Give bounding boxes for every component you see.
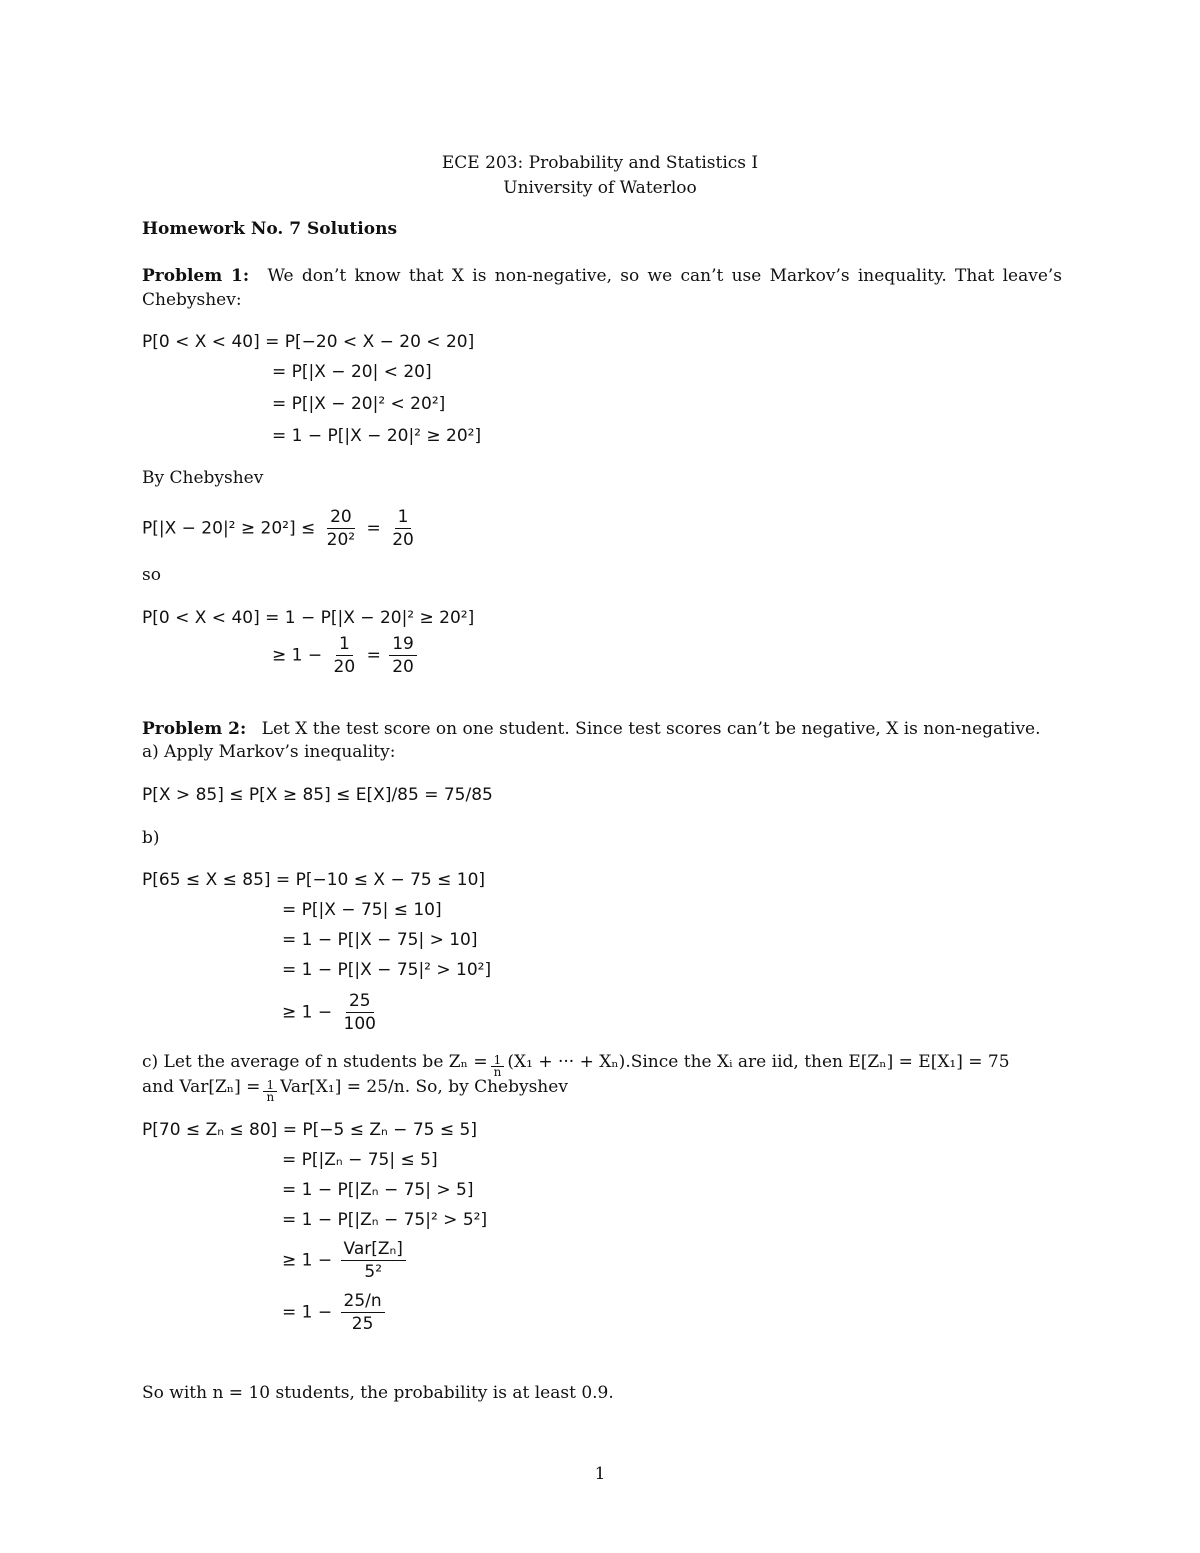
part-c-text-2: Since the Xᵢ are iid, then E[Zₙ] = E[X₁] = 75 bbox=[630, 1052, 1010, 1072]
p2c-fraction-5 bbox=[341, 1238, 406, 1283]
part-c-fn: 1 bbox=[491, 1055, 505, 1067]
p2b-line-5 bbox=[282, 990, 382, 1035]
so-label: so bbox=[142, 565, 161, 585]
part-c-text-3: and Var[Zₙ] = bbox=[142, 1077, 261, 1097]
p2c-n6: 25/n bbox=[341, 1290, 385, 1313]
part-a-label: a) Apply Markov’s inequality: bbox=[142, 742, 396, 762]
problem-2-text: Let X the test score on one student. Since test scores can’t be negative, X is non-negative. bbox=[261, 719, 1041, 739]
course-title: ECE 203: Probability and Statistics I bbox=[441, 153, 759, 173]
p2b-num: 25 bbox=[346, 990, 374, 1013]
part-c-text-4: Var[X₁] = 25/n. So, by Chebyshev bbox=[280, 1077, 568, 1097]
part-c-sum: (X₁ + ··· + Xₙ). bbox=[507, 1052, 631, 1072]
p2c-fraction-6 bbox=[341, 1290, 385, 1335]
p2b-line-3: = 1 − P[|X − 75| > 10] bbox=[282, 930, 478, 950]
p2b-line-2: = P[|X − 75| ≤ 10] bbox=[282, 900, 442, 920]
part-c-inline-fraction-2 bbox=[263, 1080, 277, 1103]
p2c-line-6 bbox=[282, 1290, 388, 1335]
problem-2-label: Problem 2: bbox=[142, 719, 247, 739]
by-chebyshev-label: By Chebyshev bbox=[142, 468, 264, 488]
part-b-label: b) bbox=[142, 828, 160, 848]
p1-derivation-line-2: = P[|X − 20| < 20] bbox=[272, 362, 432, 382]
p1-final-num-1: 1 bbox=[336, 633, 353, 656]
p1-final-line-1: P[0 < X < 40] = 1 − P[|X − 20|² ≥ 20²] bbox=[142, 608, 475, 628]
p1-final-num-2: 19 bbox=[389, 633, 417, 656]
p2b-line-4: = 1 − P[|X − 75|² > 10²] bbox=[282, 960, 492, 980]
page-number: 1 bbox=[594, 1464, 606, 1484]
part-a-equation: P[X > 85] ≤ P[X ≥ 85] ≤ E[X]/85 = 75/85 bbox=[142, 785, 493, 805]
p1-cheb-fraction-1 bbox=[324, 506, 358, 551]
part-c-text-1: c) Let the average of n students be bbox=[142, 1052, 444, 1072]
p2c-line-3: = 1 − P[|Zₙ − 75| > 5] bbox=[282, 1180, 474, 1200]
p2c-n5: Var[Zₙ] bbox=[341, 1238, 406, 1261]
problem-1-label: Problem 1: bbox=[142, 266, 250, 286]
p2c-line-2: = P[|Zₙ − 75| ≤ 5] bbox=[282, 1150, 438, 1170]
conclusion-text: So with n = 10 students, the probability is at least 0.9. bbox=[142, 1383, 614, 1403]
p2b-last-lhs: ≥ 1 − bbox=[282, 1002, 333, 1023]
p1-final-fraction-1 bbox=[331, 633, 359, 678]
p1-cheb-den-1: 20² bbox=[326, 530, 356, 550]
p2b-den: 100 bbox=[343, 1014, 376, 1034]
p1-derivation-line-4: = 1 − P[|X − 20|² ≥ 20²] bbox=[272, 426, 482, 446]
p1-cheb-num-1: 20 bbox=[327, 506, 355, 529]
problem-1-intro bbox=[142, 264, 1062, 312]
p1-final-lhs: ≥ 1 − bbox=[272, 645, 323, 666]
p2c-d6: 25 bbox=[351, 1314, 374, 1334]
p2b-fraction bbox=[341, 990, 379, 1035]
p1-final-equals: = bbox=[366, 645, 381, 666]
part-c-fn-2: 1 bbox=[263, 1080, 277, 1092]
part-c-inline-fraction bbox=[491, 1055, 505, 1078]
part-c-fd-2: n bbox=[266, 1090, 275, 1104]
p1-derivation-line-3: = P[|X − 20|² < 20²] bbox=[272, 394, 446, 414]
homework-heading: Homework No. 7 Solutions bbox=[142, 219, 398, 239]
problem-1-text: We don’t know that X is non-negative, so we can’t use Markov’s inequality. That leave’s Chebyshev: bbox=[142, 266, 1063, 310]
p1-final-fraction-2 bbox=[389, 633, 417, 678]
p1-cheb-den-2: 20 bbox=[392, 530, 414, 550]
problem-2-intro bbox=[142, 717, 1062, 741]
p1-cheb-fraction-2 bbox=[389, 506, 417, 551]
part-c-line-1 bbox=[142, 1052, 1010, 1078]
p2c-line-4: = 1 − P[|Zₙ − 75|² > 5²] bbox=[282, 1210, 488, 1230]
part-c-zn: Zₙ = bbox=[448, 1052, 488, 1072]
part-c-fd: n bbox=[493, 1065, 502, 1079]
part-c-line-2 bbox=[142, 1077, 568, 1103]
p1-cheb-num-2: 1 bbox=[395, 506, 412, 529]
p1-final-den-2: 20 bbox=[392, 657, 414, 677]
p1-derivation-line-1: P[0 < X < 40] = P[−20 < X − 20 < 20] bbox=[142, 332, 475, 352]
p2b-line-1: P[65 ≤ X ≤ 85] = P[−10 ≤ X − 75 ≤ 10] bbox=[142, 870, 486, 890]
p2c-l6-lhs: = 1 − bbox=[282, 1302, 333, 1323]
p1-final-den-1: 20 bbox=[333, 657, 356, 677]
p2c-line-1: P[70 ≤ Zₙ ≤ 80] = P[−5 ≤ Zₙ − 75 ≤ 5] bbox=[142, 1120, 477, 1140]
p2c-l5-lhs: ≥ 1 − bbox=[282, 1250, 333, 1271]
p1-cheb-lhs: P[|X − 20|² ≥ 20²] ≤ bbox=[142, 518, 316, 539]
p1-final-line-2 bbox=[272, 633, 420, 678]
p2c-line-5 bbox=[282, 1238, 409, 1283]
p1-cheb-equals: = bbox=[366, 518, 381, 539]
p2c-d5: 5² bbox=[364, 1262, 383, 1282]
university-name: University of Waterloo bbox=[503, 178, 697, 198]
p1-chebyshev-bound bbox=[142, 506, 420, 551]
